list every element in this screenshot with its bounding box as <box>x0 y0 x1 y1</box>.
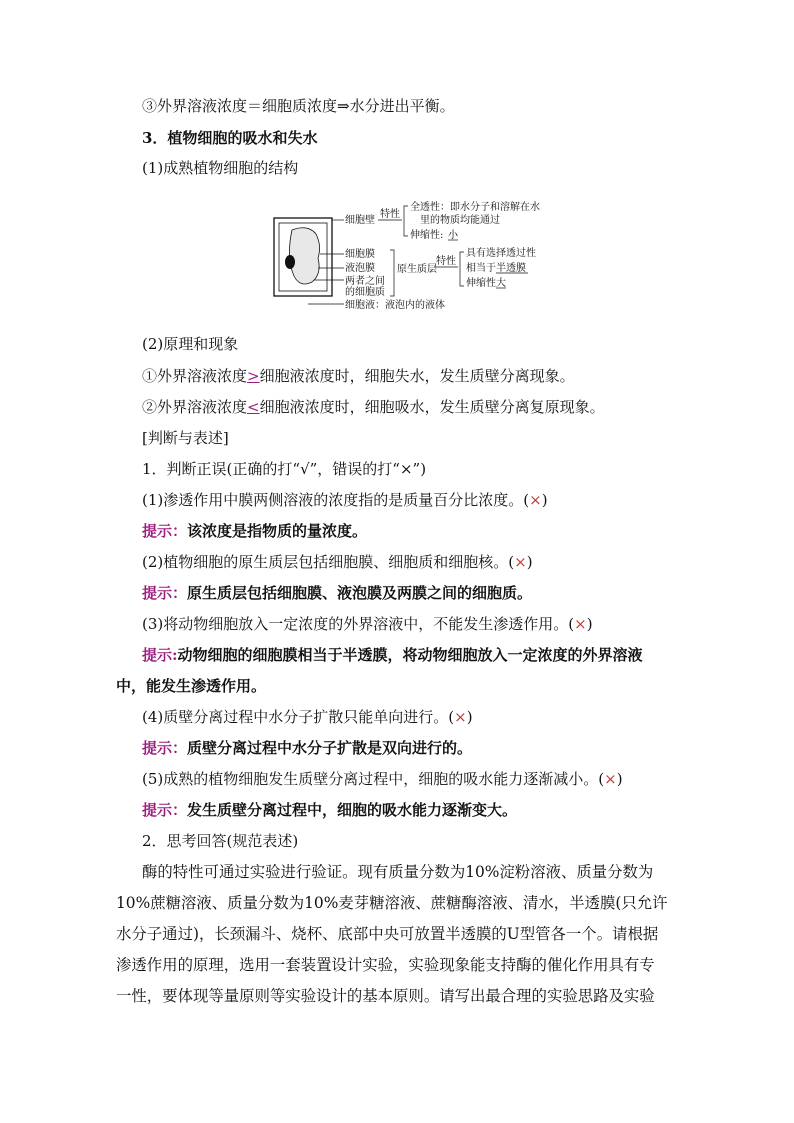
judge-item-1-tip <box>142 521 367 541</box>
tip-label: 提示： <box>142 522 188 540</box>
judge-item-1-mark: × <box>529 491 542 509</box>
line-balance: ③外界溶液浓度＝细胞质浓度⇒水分进出平衡。 <box>142 97 455 115</box>
judge-item-5 <box>142 769 623 789</box>
judge-item-1-question: (1)渗透作用中膜两侧溶液的浓度指的是质量百分比浓度。( <box>142 491 530 509</box>
judge-instructions: 1．判断正误(正确的打“√”，错误的打“×”) <box>142 460 427 478</box>
judge-item-4-close: ) <box>466 708 473 726</box>
label-full-perm: 全透性：即水分子和溶解在水 <box>410 202 540 213</box>
tip-label: 提示: <box>142 646 178 664</box>
label-small: 小 <box>448 230 458 241</box>
judge-item-4-mark: × <box>454 708 467 726</box>
label-property: 特性 <box>380 209 400 220</box>
think-para-line-3: 水分子通过)，长颈漏斗、烧杯、底部中央可放置半透膜的U型管各一个。请根据 <box>116 925 659 943</box>
judge-item-3-mark: × <box>574 615 587 633</box>
judge-item-2-mark: × <box>514 553 527 571</box>
label-protoplast: 原生质层 <box>397 264 437 275</box>
judge-header: [判断与表述] <box>142 429 229 447</box>
label-stretch-small: 伸缩性: <box>410 230 444 241</box>
judge-item-3-close: ) <box>586 615 593 633</box>
label-cytoplasm: 的细胞质 <box>345 287 385 298</box>
nucleus-shape <box>285 255 295 269</box>
tip-text: 质壁分离过程中水分子扩散是双向进行的。 <box>187 739 473 757</box>
label-equiv: 相当于 <box>466 263 496 274</box>
think-para-line-4: 渗透作用的原理，选用一套装置设计实验，实验现象能支持酶的催化作用具有专 <box>116 956 655 974</box>
label-full-perm2: 里的物质均能通过 <box>420 215 500 226</box>
label-large: 大 <box>496 278 506 289</box>
think-para-line-1: 酶的特性可通过实验进行验证。现有质量分数为10%淀粉溶液、质量分数为 <box>142 863 654 881</box>
judge-item-2-close: ) <box>526 553 533 571</box>
tip-text: 发生质壁分离过程中，细胞的吸水能力逐渐变大。 <box>187 801 518 819</box>
judge-item-4 <box>142 707 473 727</box>
think-header: 2．思考回答(规范表述) <box>142 832 299 850</box>
label-cell-membrane: 细胞膜 <box>345 249 375 260</box>
section-heading-plant-cell: 3．植物细胞的吸水和失水 <box>142 129 318 147</box>
principle-2 <box>142 397 605 417</box>
label-cell-wall: 细胞壁 <box>345 215 375 226</box>
tip-text: 原生质层包括细胞膜、液泡膜及两膜之间的细胞质。 <box>187 584 533 602</box>
principle-1 <box>142 366 575 386</box>
tip-label: 提示： <box>142 584 188 602</box>
label-selective: 具有选择透过性 <box>466 248 536 259</box>
subheading-structure: (1)成熟植物细胞的结构 <box>142 159 299 177</box>
judge-item-2-tip <box>142 583 532 603</box>
label-between: 两者之间 <box>345 276 385 287</box>
judge-item-4-tip <box>142 738 472 758</box>
judge-item-5-close: ) <box>616 770 623 788</box>
label-semipermeable: 半透膜 <box>496 263 526 274</box>
judge-item-1 <box>142 490 548 510</box>
tip-label: 提示： <box>142 739 188 757</box>
tip-label: 提示： <box>142 801 188 819</box>
plant-cell-diagram <box>268 196 568 318</box>
judge-item-2 <box>142 552 533 572</box>
principle-2-a: ②外界溶液浓度 <box>142 398 248 416</box>
judge-item-5-question: (5)成熟的植物细胞发生质壁分离过程中，细胞的吸水能力逐渐减小。( <box>142 770 605 788</box>
vacuole-shape <box>289 228 319 284</box>
judge-item-3-tip <box>142 645 643 665</box>
subheading-principle: (2)原理和现象 <box>142 335 239 353</box>
judge-item-3 <box>142 614 593 634</box>
judge-item-4-question: (4)质壁分离过程中水分子扩散只能单向进行。( <box>142 708 455 726</box>
think-para-line-2: 10%蔗糖溶液、质量分数为10%麦芽糖溶液、蔗糖酶溶液、清水，半透膜(只允许 <box>116 894 668 912</box>
judge-item-3-tip-cont: 中，能发生渗透作用。 <box>116 677 267 695</box>
principle-1-symbol: > <box>247 367 260 385</box>
label-stretch-large: 伸缩性 <box>466 278 496 289</box>
principle-1-b: 细胞液浓度时，细胞失水，发生质壁分离现象。 <box>259 367 575 385</box>
judge-item-2-question: (2)植物细胞的原生质层包括细胞膜、细胞质和细胞核。( <box>142 553 515 571</box>
principle-1-a: ①外界溶液浓度 <box>142 367 248 385</box>
judge-item-5-tip <box>142 800 517 820</box>
label-cell-sap: 细胞液：液泡内的液体 <box>345 300 445 311</box>
principle-2-symbol: < <box>247 398 260 416</box>
label-property2: 特性 <box>436 256 456 267</box>
judge-item-5-mark: × <box>604 770 617 788</box>
principle-2-b: 细胞液浓度时，细胞吸水，发生质壁分离复原现象。 <box>259 398 605 416</box>
judge-item-3-question: (3)将动物细胞放入一定浓度的外界溶液中，不能发生渗透作用。( <box>142 615 575 633</box>
label-vacuole-membrane: 液泡膜 <box>345 263 375 274</box>
think-para-line-5: 一性，要体现等量原则等实验设计的基本原则。请写出最合理的实验思路及实验 <box>116 987 655 1005</box>
tip-text: 该浓度是指物质的量浓度。 <box>187 522 368 540</box>
tip-text: 动物细胞的细胞膜相当于半透膜，将动物细胞放入一定浓度的外界溶液 <box>177 646 643 664</box>
judge-item-1-close: ) <box>541 491 548 509</box>
